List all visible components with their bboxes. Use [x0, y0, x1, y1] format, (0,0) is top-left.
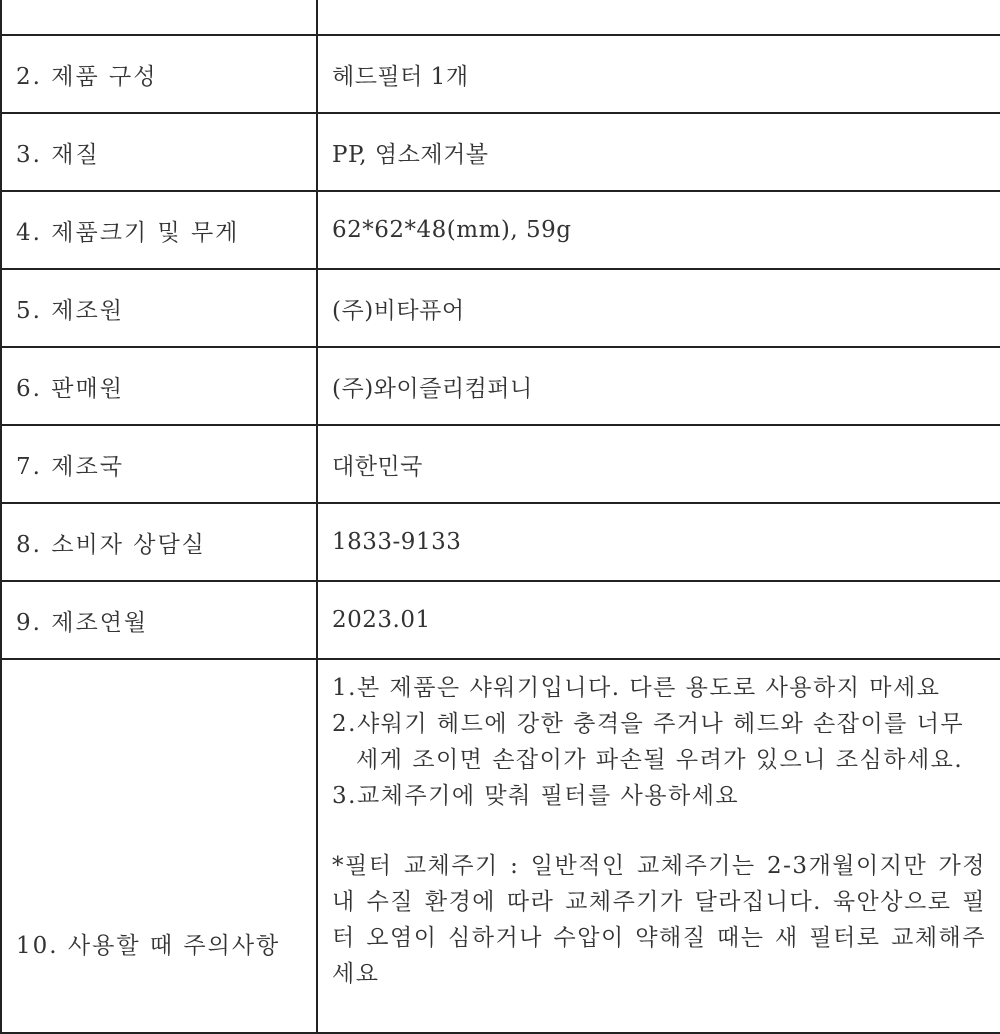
spec-value: (주)비타퓨어	[317, 269, 1000, 347]
table-row-composition	[1, 35, 1000, 113]
filter-replacement-note: *필터 교체주기 : 일반적인 교체주기는 2-3개월이지만 가정 내 수질 환경에 따라 교체주기가 달라집니다. 육안상으로 필터 오염이 심하거나 수압이 약해질 때는 새 필터로 교체해주세요	[332, 853, 986, 987]
table-row-precautions	[1, 659, 1000, 1033]
table-row-seller	[1, 347, 1000, 425]
table-row-customer-service	[1, 503, 1000, 581]
spec-label: 8. 소비자 상담실	[1, 503, 317, 581]
spec-label: 7. 제조국	[1, 425, 317, 503]
precautions-text	[317, 659, 1000, 1033]
table-row-size-weight	[1, 191, 1000, 269]
table-row-manufacture-date	[1, 581, 1000, 659]
spec-label: 6. 판매원	[1, 347, 317, 425]
spec-value: 2023.01	[317, 581, 1000, 659]
spec-label: 3. 재질	[1, 113, 317, 191]
spec-label	[1, 0, 317, 35]
precaution-item: 2.샤워기 헤드에 강한 충격을 주거나 헤드와 손잡이를 너무 세게 조이면 손잡이가 파손될 우려가 있으니 조심하세요.	[332, 711, 965, 773]
precaution-item: 3.교체주기에 맞춰 필터를 사용하세요	[332, 783, 740, 809]
spec-label: 9. 제조연월	[1, 581, 317, 659]
spec-label: 5. 제조원	[1, 269, 317, 347]
table-row-country	[1, 425, 1000, 503]
spec-value	[317, 0, 1000, 35]
spec-label: 2. 제품 구성	[1, 35, 317, 113]
table-row-cut-off	[1, 0, 1000, 35]
table-row-manufacturer	[1, 269, 1000, 347]
spec-value: 62*62*48(mm), 59g	[317, 191, 1000, 269]
spec-value: PP, 염소제거볼	[317, 113, 1000, 191]
table-row-material	[1, 113, 1000, 191]
spec-label: 10. 사용할 때 주의사항	[1, 659, 317, 1033]
spacer	[332, 814, 986, 848]
spec-label: 4. 제품크기 및 무게	[1, 191, 317, 269]
spec-value: (주)와이즐리컴퍼니	[317, 347, 1000, 425]
spec-value: 대한민국	[317, 425, 1000, 503]
spec-value: 헤드필터 1개	[317, 35, 1000, 113]
precaution-item: 1.본 제품은 샤워기입니다. 다른 용도로 사용하지 마세요	[332, 675, 941, 701]
spec-value: 1833-9133	[317, 503, 1000, 581]
